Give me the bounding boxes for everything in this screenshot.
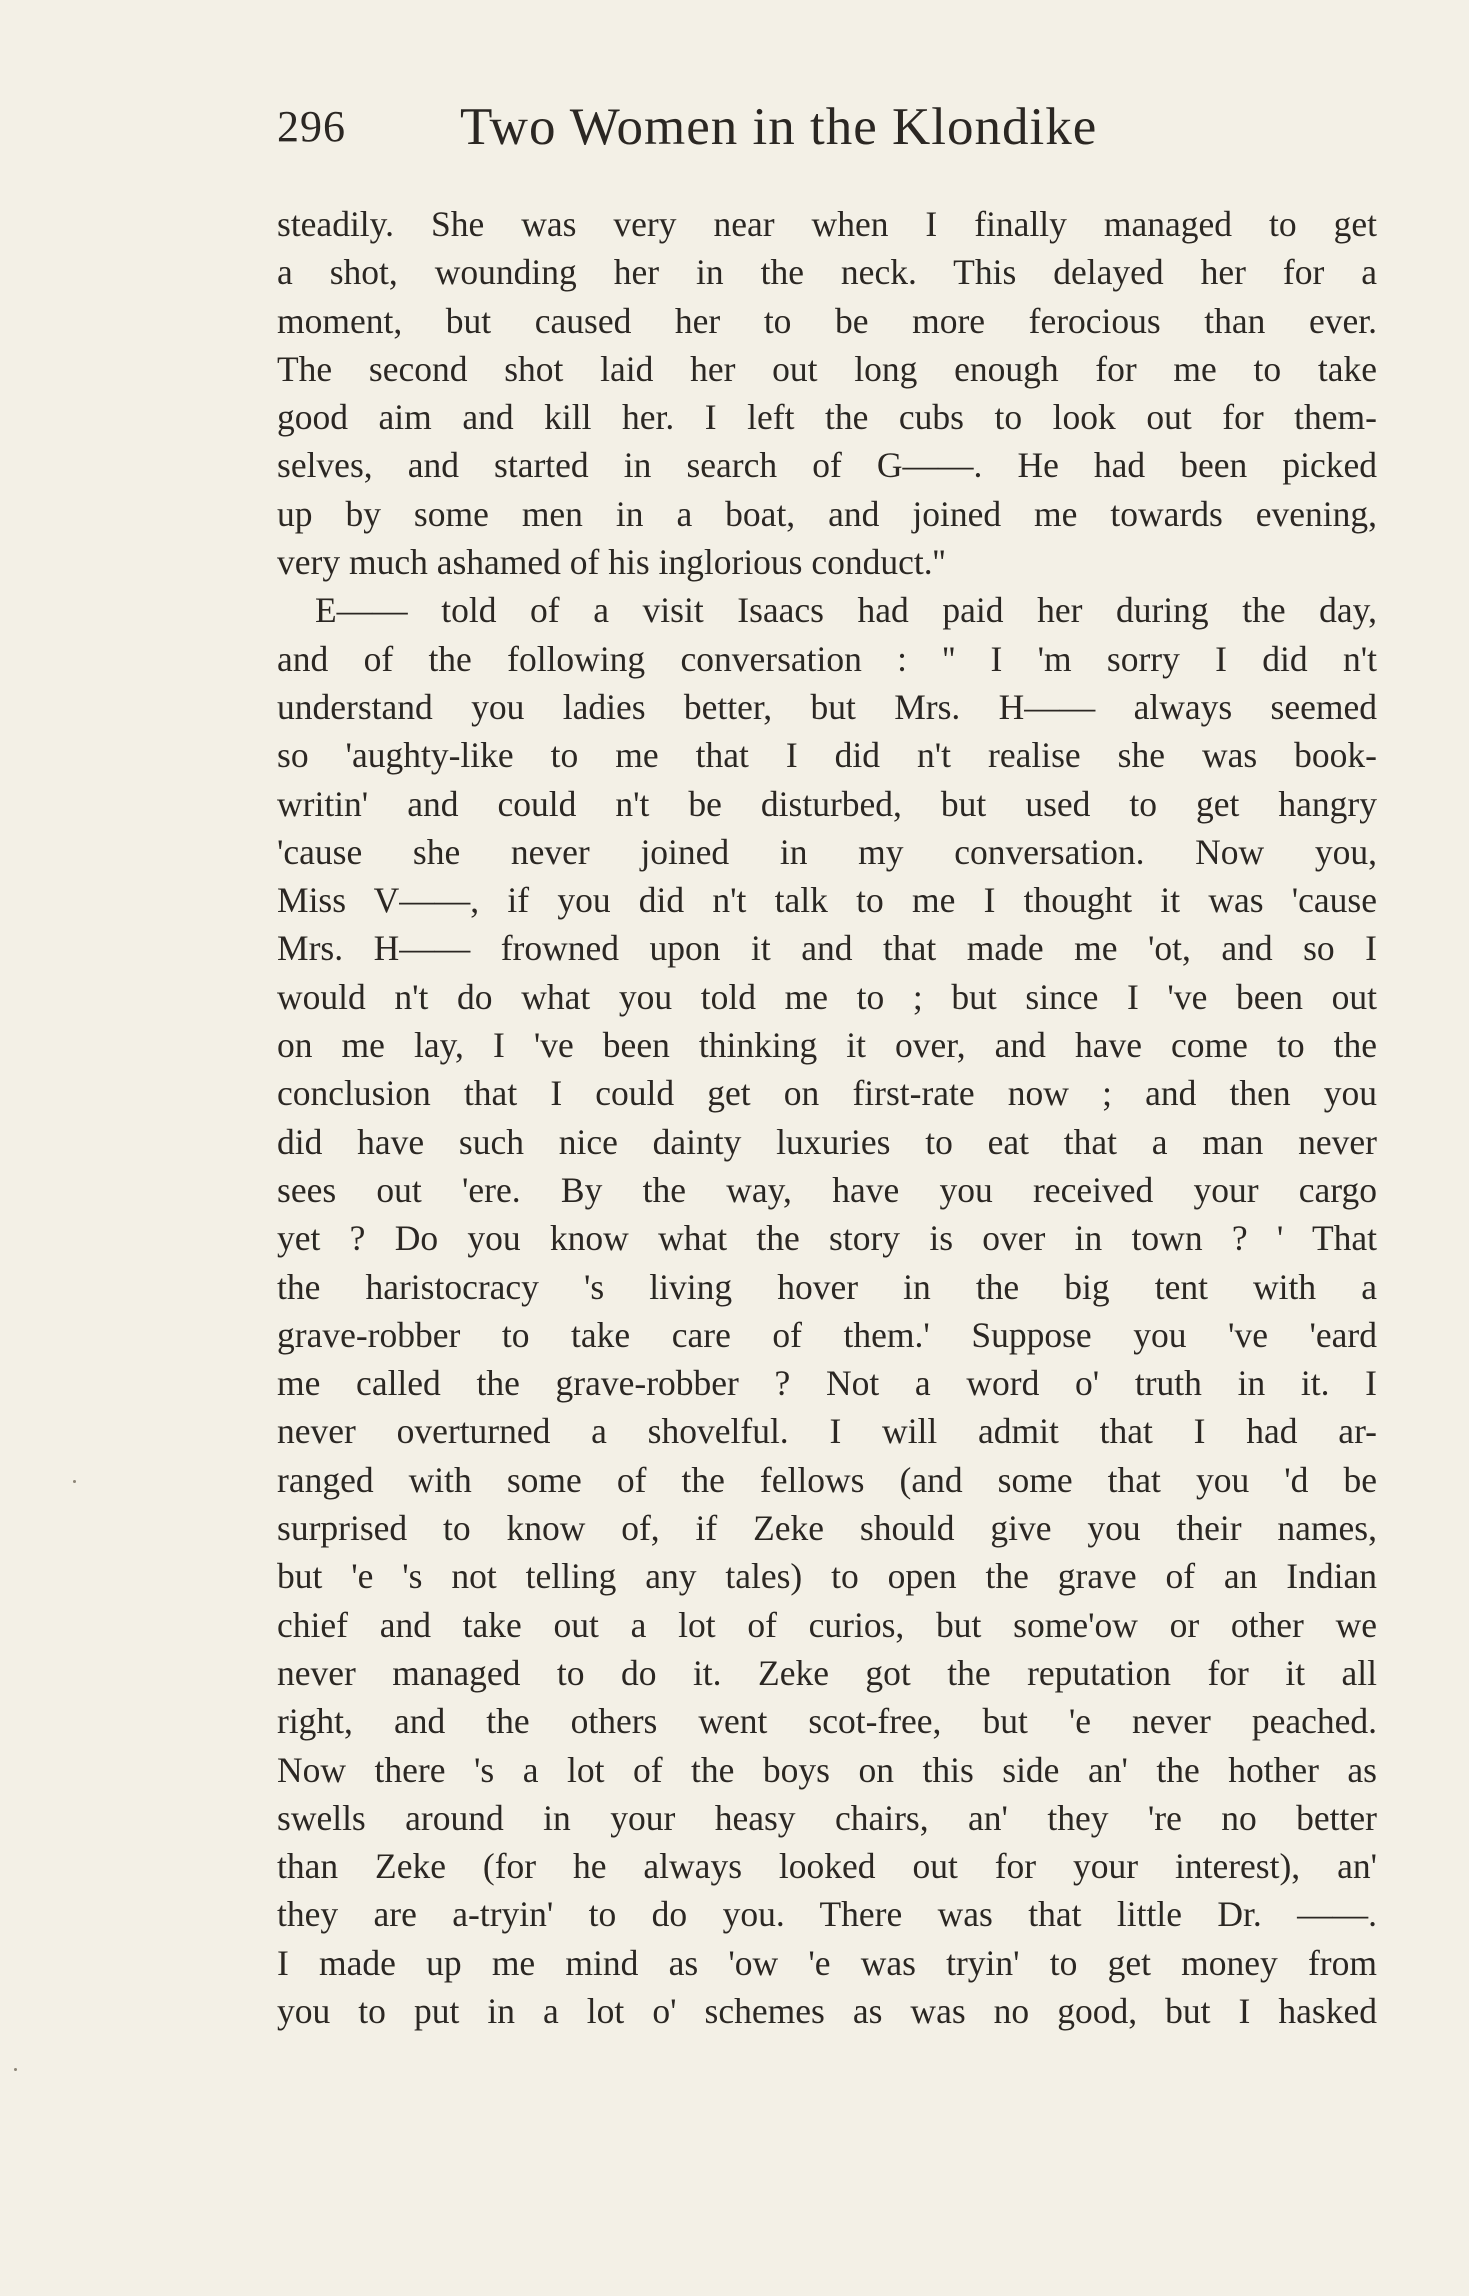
paper-speck [73, 1480, 76, 1483]
text-line: The second shot laid her out long enough for me to take [277, 348, 1377, 389]
text-line: surprised to know of, if Zeke should give you their names, [277, 1508, 1377, 1549]
text-line: good aim and kill her. I left the cubs to look out for them- [277, 397, 1377, 438]
text-line: I made up me mind as 'ow 'e was tryin' to get money from [277, 1942, 1377, 1983]
text-line: swells around in your heasy chairs, an' they 're no better [277, 1797, 1377, 1838]
text-line: steadily. She was very near when I finally managed to get [277, 204, 1377, 244]
text-line: 'cause she never joined in my conversation. Now you, [277, 831, 1377, 872]
text-line: up by some men in a boat, and joined me towards evening, [277, 493, 1377, 534]
text-line: writin' and could n't be disturbed, but used to get hangry [277, 783, 1377, 824]
running-title: Two Women in the Klondike [460, 98, 1098, 156]
text-line: conclusion that I could get on first-rate now ; and then you [277, 1073, 1377, 1114]
text-line: selves, and started in search of G——. He had been picked [277, 445, 1377, 486]
text-line: E—— told of a visit Isaacs had paid her during the day, [315, 590, 1377, 631]
text-line: very much ashamed of his inglorious conduct.'' [277, 542, 946, 583]
body-text [277, 200, 1377, 2035]
text-line: never managed to do it. Zeke got the reputation for it all [277, 1652, 1377, 1693]
text-line: you to put in a lot o' schemes as was no good, but I hasked [277, 1990, 1377, 2031]
paper-speck [14, 2068, 17, 2071]
text-line: they are a-tryin' to do you. There was that little Dr. ——. [277, 1894, 1377, 1935]
text-line: the haristocracy 's living hover in the big tent with a [277, 1266, 1377, 1307]
text-line: understand you ladies better, but Mrs. H—— always seemed [277, 686, 1377, 727]
text-line: moment, but caused her to be more ferocious than ever. [277, 300, 1377, 341]
text-line: would n't do what you told me to ; but since I 've been out [277, 976, 1377, 1017]
text-line: never overturned a shovelful. I will admit that I had ar- [277, 1411, 1377, 1452]
text-line: a shot, wounding her in the neck. This delayed her for a [277, 252, 1377, 293]
text-line: on me lay, I 've been thinking it over, and have come to the [277, 1025, 1377, 1066]
page-number: 296 [277, 102, 346, 151]
text-line: me called the grave-robber ? Not a word o' truth in it. I [277, 1363, 1377, 1404]
text-line: grave-robber to take care of them.' Suppose you 've 'eard [277, 1314, 1377, 1355]
text-line: Now there 's a lot of the boys on this side an' the hother as [277, 1749, 1377, 1790]
text-line: so 'aughty-like to me that I did n't realise she was book- [277, 735, 1377, 776]
text-line: did have such nice dainty luxuries to eat that a man never [277, 1121, 1377, 1162]
text-line: sees out 'ere. By the way, have you received your cargo [277, 1169, 1377, 1210]
text-line: but 'e 's not telling any tales) to open the grave of an Indian [277, 1556, 1377, 1597]
text-line: Mrs. H—— frowned upon it and that made me 'ot, and so I [277, 928, 1377, 969]
page-header [277, 92, 1387, 162]
text-line: yet ? Do you know what the story is over in town ? ' That [277, 1218, 1377, 1259]
text-line: and of the following conversation : '' I 'm sorry I did n't [277, 638, 1377, 679]
text-line: right, and the others went scot-free, but 'e never peached. [277, 1701, 1377, 1742]
text-line: ranged with some of the fellows (and some that you 'd be [277, 1459, 1377, 1500]
text-line: than Zeke (for he always looked out for your interest), an' [277, 1846, 1377, 1887]
text-line: Miss V——, if you did n't talk to me I thought it was 'cause [277, 880, 1377, 921]
text-line: chief and take out a lot of curios, but some'ow or other we [277, 1604, 1377, 1645]
